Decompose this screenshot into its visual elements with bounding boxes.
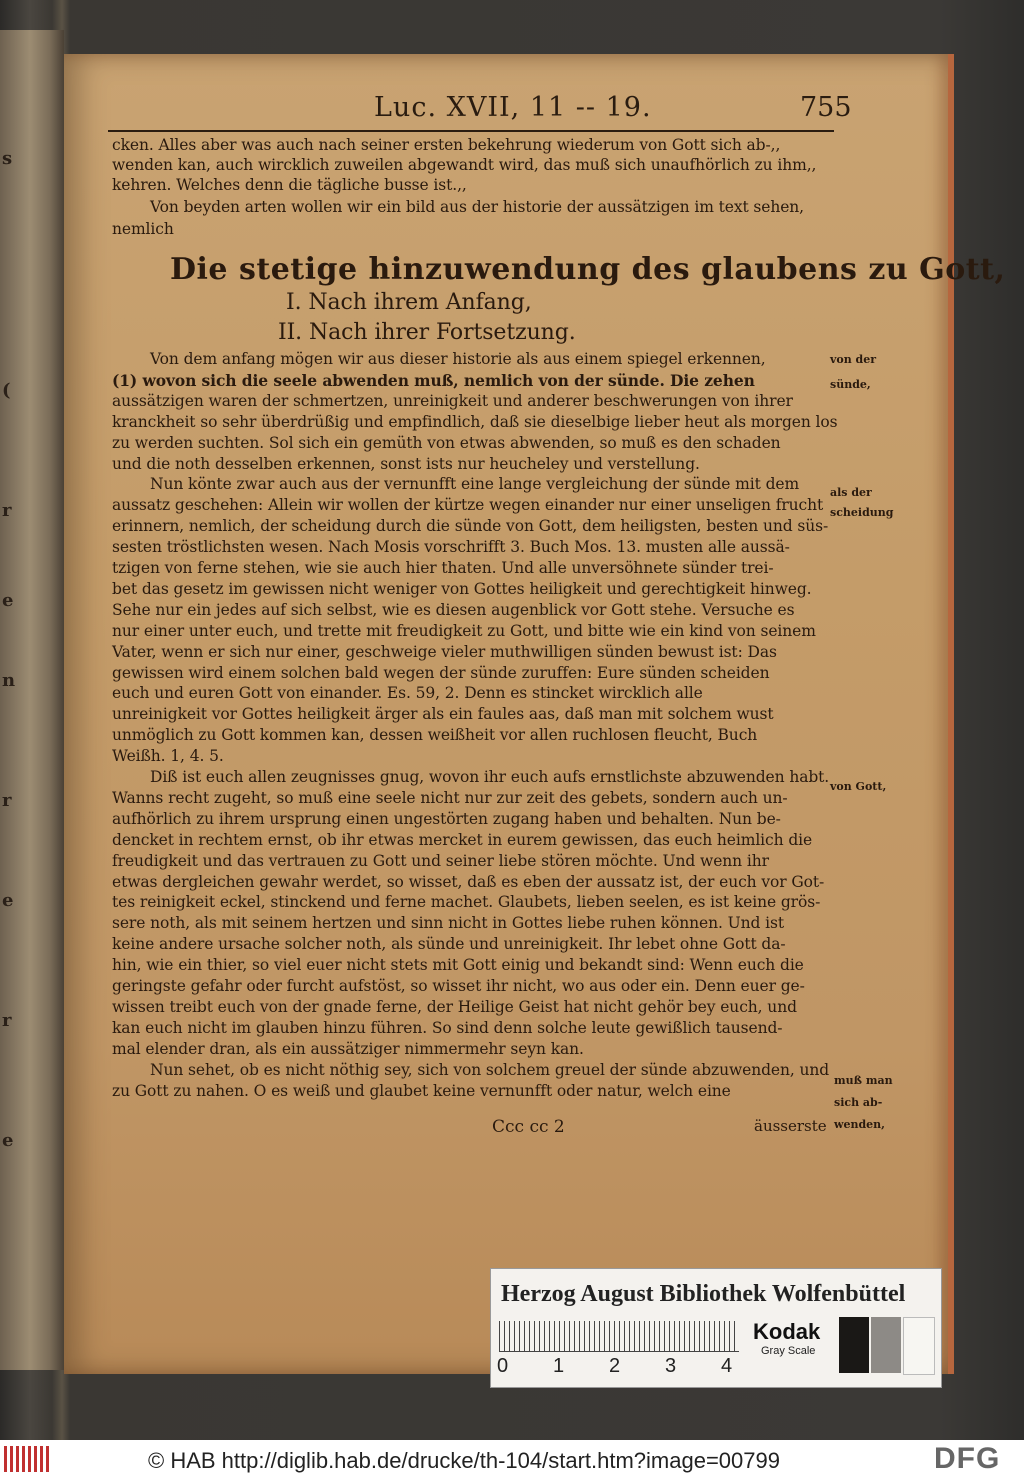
paragraph-line: bet das gesetz im gewissen nicht weniger von Gottes heiligkeit und gerechtigkeit hinweg. <box>112 579 812 598</box>
paragraph-line: Von dem anfang mögen wir aus dieser historie als aus einem spiegel erkennen, <box>150 350 766 368</box>
paragraph-line: mal elender dran, als ein aussätziger nimmermehr seyn kan. <box>112 1039 584 1058</box>
paragraph-line: zu Gott zu nahen. O es weiß und glaubet keine vernunfft oder natur, welch eine <box>112 1081 731 1100</box>
margin-note: sünde, <box>830 378 871 391</box>
left-page-fragment: r <box>2 790 12 811</box>
paragraph-line: wissen treibt euch von der gnade ferne, der Heilige Geist hat nicht gehör bey euch, und <box>112 997 797 1016</box>
paragraph-line: nur einer unter euch, und trette mit freudigkeit zu Gott, und bitte wie ein kind von seinem <box>112 621 816 640</box>
left-page-fragment: e <box>2 590 14 611</box>
paragraph-line: (1) wovon sich die seele abwenden muß, nemlich von der sünde. Die zehen <box>112 370 755 390</box>
paragraph-line: Wanns recht zugeht, so muß eine seele nicht nur zur zeit des gebets, sondern auch un- <box>112 788 788 807</box>
paragraph-line: etwas dergleichen gewahr werdet, so wisset, daß es eben der aussatz ist, der euch vor Got- <box>112 872 825 891</box>
text-line: wenden kan, auch wircklich zuweilen abgewandt wird, das muß sich unaufhörlich zu ihm,, <box>112 156 817 174</box>
left-page-fragment: s <box>2 148 13 169</box>
hab-logo-icon <box>4 1446 50 1472</box>
footer-bar <box>0 1440 1024 1478</box>
page-number: 755 <box>800 92 852 123</box>
margin-note: scheidung <box>830 506 894 519</box>
ruler-label: 3 <box>665 1355 677 1377</box>
gray-swatch-black <box>839 1317 869 1373</box>
text-line: kehren. Welches denn die tägliche busse ist.,, <box>112 176 467 194</box>
color-reference-card <box>490 1268 942 1388</box>
paragraph-line: Nun sehet, ob es nicht nöthig sey, sich von solchem greuel der sünde abzuwenden, und <box>150 1060 830 1079</box>
library-name: Herzog August Bibliothek Wolfenbüttel <box>501 1281 906 1307</box>
paragraph-line: erinnern, nemlich, der scheidung durch die sünde von Gott, dem heiligsten, besten und süs- <box>112 517 829 536</box>
margin-note: von Gott, <box>830 780 887 793</box>
section-heading: Die stetige hinzuwendung des glaubens zu Gott, <box>170 252 1006 287</box>
ruler-label: 0 <box>497 1355 509 1377</box>
paragraph-line: euch und euren Gott von einander. Es. 59, 2. Denn es stincket wircklich alle <box>112 684 703 703</box>
paragraph-line: Nun könte zwar auch aus der vernunfft eine lange vergleichung der sünde mit dem <box>150 475 800 494</box>
paragraph-line: Weißh. 1, 4. 5. <box>112 747 224 766</box>
ruler-label: 2 <box>609 1355 621 1377</box>
paragraph-line: unreinigkeit vor Gottes heiligkeit ärger als ein faules aas, daß man mit solchem wust <box>112 705 774 724</box>
paragraph-line: kranckheit so sehr überdrüßig und empfindlich, daß sie dieselbige lieber heut als morgen los <box>112 412 838 431</box>
paragraph-line: sesten tröstlichsten wesen. Nach Mosis vorschrifft 3. Buch Mos. 13. musten alle aussä- <box>112 538 790 557</box>
heading-part-2: II. Nach ihrer Fortsetzung. <box>278 320 576 345</box>
ruler-label: 1 <box>553 1355 565 1377</box>
left-page-fragment: r <box>2 500 12 521</box>
paragraph-line: hin, wie ein thier, so viel euer nicht stets mit Gott einig und bekandt sind: Wenn euch die <box>112 956 804 975</box>
adjacent-page-edge <box>0 30 64 1370</box>
left-page-fragment: n <box>2 670 16 691</box>
left-page-fragment: e <box>2 1130 14 1151</box>
margin-note: von der <box>830 353 877 366</box>
paragraph-line: sere noth, als mit seinem hertzen und sinn nicht in Gottes liebe ruhen können. Und ist <box>112 914 784 933</box>
gray-swatch-white <box>903 1317 935 1375</box>
scale-ruler <box>499 1321 739 1352</box>
paragraph-line: und die noth desselben erkennen, sonst ists nur heucheley und verstellung. <box>112 454 700 473</box>
running-head: Luc. XVII, 11 -- 19. <box>374 92 652 123</box>
margin-note: wenden, <box>834 1118 885 1131</box>
header-rule <box>108 130 834 132</box>
text-line: Von beyden arten wollen wir ein bild aus der historie der aussätzigen im text sehen, <box>150 198 805 216</box>
margin-note: sich ab- <box>834 1096 883 1109</box>
left-page-fragment: r <box>2 1010 12 1031</box>
paragraph-line: zu werden suchten. Sol sich ein gemüth von etwas abwenden, so muß es den schaden <box>112 433 781 452</box>
text-line: cken. Alles aber was auch nach seiner ersten bekehrung wiederum von Gott sich ab-,, <box>112 136 781 154</box>
catchword: äusserste <box>754 1117 827 1135</box>
signature-mark: Ccc cc 2 <box>492 1117 565 1137</box>
margin-note: muß man <box>834 1074 893 1087</box>
kodak-brand: Kodak <box>753 1319 821 1344</box>
heading-part-1: I. Nach ihrem Anfang, <box>286 290 532 315</box>
paragraph-line: Diß ist euch allen zeugnisses gnug, wovon ihr euch aufs ernstlichste abzuwenden habt. <box>150 768 830 786</box>
margin-note: als der <box>830 486 872 499</box>
paragraph-line: geringste gefahr oder furcht aufstöst, so wisset ihr nicht, wo aus oder ein. Denn euer ge- <box>112 977 805 995</box>
paragraph-line: tzigen von ferne stehen, wie sie auch hier thaten. Und alle unversöhnete sünder trei- <box>112 559 774 577</box>
paragraph-line: dencket in rechtem ernst, ob ihr etwas mercket in eurem gewissen, das euch heimlich die <box>112 830 813 849</box>
left-page-fragment: e <box>2 890 14 911</box>
paragraph-line: freudigkeit und das vertrauen zu Gott und seiner liebe stören möchte. Und wenn ihr <box>112 851 769 870</box>
source-link[interactable]: © HAB http://diglib.hab.de/drucke/th-104/start.htm?image=00799 <box>148 1448 780 1473</box>
paragraph-line: aufhörlich zu ihrem ursprung einen ungestörten zugang haben und behalten. Nun be- <box>112 809 781 828</box>
paragraph-line: aussatz geschehen: Allein wir wollen der kürtze wegen einander nur einer unseligen frucht <box>112 496 824 515</box>
left-page-fragment: ( <box>2 380 11 401</box>
paragraph-line: Sehe nur ein jedes auf sich selbst, wie es diesen augenblick vor Gott stehe. Versuche es <box>112 600 795 619</box>
paragraph-line: unmöglich zu Gott kommen kan, dessen weißheit vor allen ruchlosen fleucht, Buch <box>112 726 758 745</box>
paragraph-line: gewissen wird einem solchen bald wegen der sünde zuruffen: Eure sünden scheiden <box>112 663 770 682</box>
paragraph-line: tes reinigkeit eckel, stinckend und ferne machet. Glaubets, lieben seelen, es ist keine grös- <box>112 893 821 912</box>
ruler-label: 4 <box>721 1355 733 1377</box>
paragraph-line: kan euch nicht im glauben hinzu führen. So sind denn solche leute gewißlich tausend- <box>112 1018 783 1037</box>
paragraph-line: aussätzigen waren der schmertzen, unreinigkeit und anderer beschwerungen von ihrer <box>112 391 793 410</box>
paragraph-line: Vater, wenn er sich nur einer, geschweige vieler muthwilligen sünden bewust ist: Das <box>112 642 777 661</box>
gray-scale-label: Gray Scale <box>761 1345 816 1357</box>
book-page <box>64 54 1006 1374</box>
gray-swatch-mid <box>871 1317 901 1373</box>
dfg-logo: DFG <box>934 1442 1001 1475</box>
paragraph-line: keine andere ursache solcher noth, als sünde und unreinigkeit. Ihr lebet ohne Gott da- <box>112 935 786 954</box>
text-line: nemlich <box>112 220 174 238</box>
